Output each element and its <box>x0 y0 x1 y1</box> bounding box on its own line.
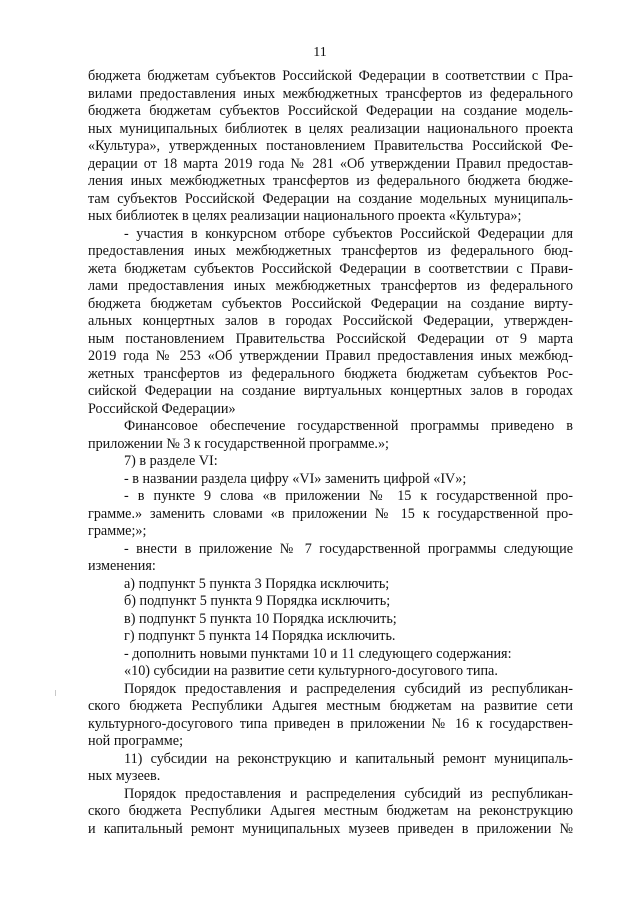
page-number: 11 <box>313 45 327 60</box>
text-line: Российской Федерации» <box>88 400 236 417</box>
text-line: ных музеев. <box>88 768 161 784</box>
text-line: 11) субсидии на реконструкцию и капитальный ремонт муниципаль- <box>124 750 573 767</box>
text-line: грамме;»; <box>88 523 147 539</box>
text-line: бюджета бюджетам субъектов Российской Федерации на создание модель- <box>88 103 573 119</box>
text-line: ной программе; <box>88 733 184 749</box>
text-line: - дополнить новыми пунктами 10 и 11 следующего содержания: <box>124 645 512 662</box>
text-line: ского бюджета Республики Адыгея местным бюджетам на развитие сети <box>88 698 573 714</box>
text-line: жетных трансфертов из федерального бюджета бюджетам субъектов Рос- <box>88 365 573 382</box>
document-body <box>88 68 573 838</box>
text-line: - участия в конкурсном отборе субъектов Российской Федерации для <box>124 225 573 242</box>
text-line: 7) в разделе VI: <box>124 453 218 469</box>
margin-mark <box>55 690 56 696</box>
text-line: г) подпункт 5 пункта 14 Порядка исключить. <box>124 628 396 644</box>
text-line: ным постановлением Правительства Российской Федерации от 9 марта <box>88 330 573 347</box>
text-line: в) подпункт 5 пункта 10 Порядка исключить; <box>124 610 397 627</box>
text-line: там субъектов Российской Федерации на создание модельных муниципаль- <box>88 190 573 207</box>
text-line: ского бюджета Республики Адыгея местным бюджетам на реконструкцию <box>88 803 573 819</box>
text-line: и капитальный ремонт муниципальных музеев приведен в приложении № <box>88 820 573 837</box>
text-line: «10) субсидии на развитие сети культурного-досугового типа. <box>124 663 498 679</box>
text-line: «Культура», утвержденных постановлением Правительства Российской Фе- <box>88 138 573 154</box>
text-line: бюджета бюджетам субъектов Российской Федерации в соответствии с Пра- <box>88 68 573 84</box>
text-line: ных муниципальных библиотек в целях реализации национального проекта <box>88 120 573 137</box>
text-line: культурного-досугового типа приведен в приложении № 16 к государствен- <box>88 715 573 732</box>
text-line: б) подпункт 5 пункта 9 Порядка исключить; <box>124 593 391 609</box>
text-line: вилами предоставления иных межбюджетных трансфертов из федерального <box>88 85 573 102</box>
text-line: Порядок предоставления и распределения субсидий из республикан- <box>124 680 573 697</box>
text-line: приложении № 3 к государственной программе.»; <box>88 435 389 452</box>
text-line: - внести в приложение № 7 государственной программы следующие <box>124 540 573 557</box>
text-line: грамме.» заменить словами «в приложении № 15 к государственной про- <box>88 505 573 522</box>
text-line: ления иных межбюджетных трансфертов из федерального бюджета бюдже- <box>88 173 573 189</box>
text-line: Финансовое обеспечение государственной программы приведено в <box>124 418 573 434</box>
text-line: 2019 года № 253 «Об утверждении Правил предоставления иных межбюд- <box>88 348 573 364</box>
text-line: жета бюджетам субъектов Российской Федерации в соответствии с Прави- <box>88 260 573 277</box>
text-line: сийской Федерации на создание виртуальных концертных залов в городах <box>88 383 573 399</box>
text-line: а) подпункт 5 пункта 3 Порядка исключить; <box>124 575 390 592</box>
text-line: - в пункте 9 слова «в приложении № 15 к государственной про- <box>124 488 573 504</box>
text-line: - в названии раздела цифру «VI» заменить цифрой «IV»; <box>124 470 467 487</box>
text-line: ных библиотек в целях реализации национального проекта «Культура»; <box>88 208 522 224</box>
text-line: альных концертных залов в городах Российской Федерации, утвержден- <box>88 313 573 329</box>
text-line: бюджета бюджетам субъектов Российской Федерации на создание вирту- <box>88 295 573 312</box>
text-line: лами предоставления иных межбюджетных трансфертов из федерального <box>88 278 573 294</box>
text-line: дерации от 18 марта 2019 года № 281 «Об утверждении Правил предостав- <box>88 155 573 172</box>
text-line: предоставления иных межбюджетных трансфертов из федерального бюд- <box>88 243 573 259</box>
text-line: Порядок предоставления и распределения субсидий из республикан- <box>124 785 573 802</box>
text-line: изменения: <box>88 558 156 574</box>
